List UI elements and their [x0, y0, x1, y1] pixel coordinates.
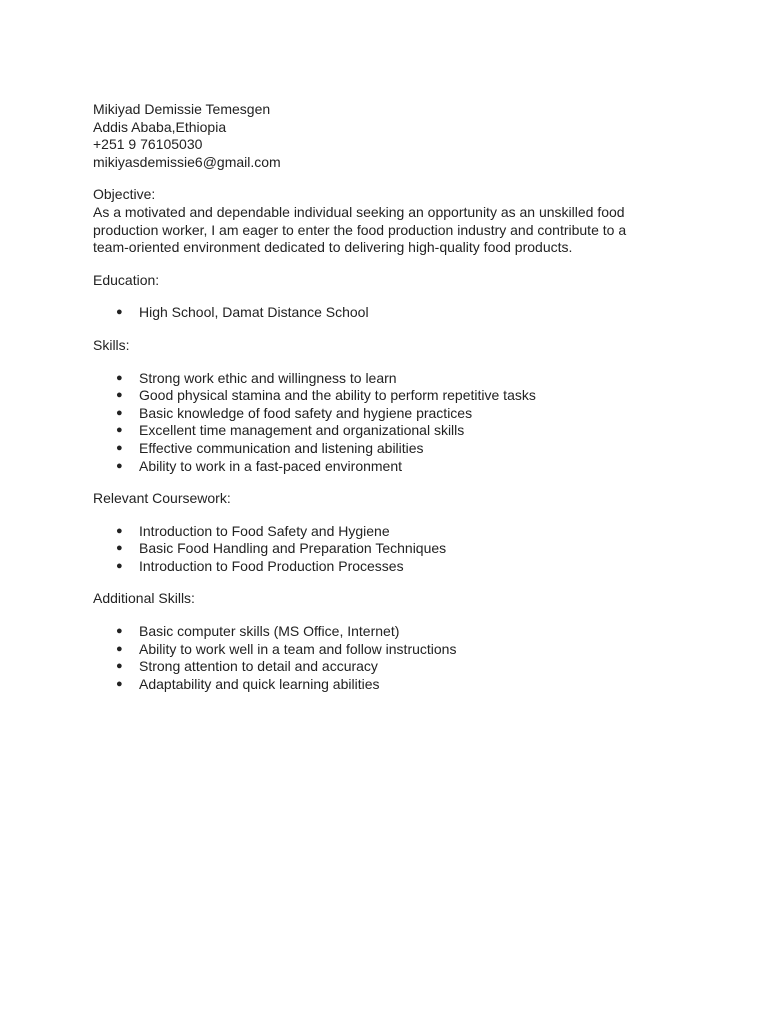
list-item: ● Basic computer skills (MS Office, Internet): [116, 623, 400, 640]
objective-heading: Objective:: [93, 186, 156, 203]
bullet-icon: ●: [116, 559, 123, 572]
list-item: ● High School, Damat Distance School: [116, 304, 369, 321]
coursework-heading: Relevant Coursework:: [93, 490, 231, 507]
list-item: ● Adaptability and quick learning abilities: [116, 675, 380, 692]
objective-line: As a motivated and dependable individual seeking an opportunity as an unskilled food: [93, 203, 625, 220]
resume-content: [93, 101, 653, 693]
coursework-section: [93, 490, 653, 575]
bullet-icon: ●: [116, 306, 123, 319]
bullet-icon: ●: [116, 371, 123, 384]
bullet-icon: ●: [116, 642, 123, 655]
bullet-icon: ●: [116, 660, 123, 673]
bullet-icon: ●: [116, 441, 123, 454]
education-heading: Education:: [93, 271, 160, 288]
education-list: [93, 304, 653, 322]
skills-heading: Skills:: [93, 336, 130, 353]
additional-skills-section: [93, 590, 653, 693]
list-item: ● Good physical stamina and the ability to perform repetitive tasks: [116, 387, 536, 404]
objective-section: [93, 186, 653, 256]
additional-skills-list: [93, 623, 653, 693]
skills-section: [93, 337, 653, 475]
bullet-icon: ●: [116, 625, 123, 638]
list-item: ● Basic knowledge of food safety and hygiene practices: [116, 404, 473, 421]
contact-block: [93, 101, 653, 171]
objective-line: team-oriented environment dedicated to delivering high-quality food products.: [93, 239, 573, 256]
bullet-icon: ●: [116, 524, 123, 537]
education-section: [93, 272, 653, 322]
bullet-icon: ●: [116, 542, 123, 555]
skills-list: [93, 370, 653, 476]
list-item: ● Excellent time management and organizational skills: [116, 422, 465, 439]
bullet-icon: ●: [116, 389, 123, 402]
list-item: ● Strong attention to detail and accuracy: [116, 658, 378, 675]
additional-skills-heading: Additional Skills:: [93, 590, 195, 607]
contact-location: Addis Ababa,Ethiopia: [93, 118, 227, 135]
list-item: ● Effective communication and listening abilities: [116, 439, 424, 456]
bullet-icon: ●: [116, 424, 123, 437]
list-item: ● Basic Food Handling and Preparation Techniques: [116, 540, 447, 557]
bullet-icon: ●: [116, 459, 123, 472]
list-item: ● Introduction to Food Production Processes: [116, 557, 404, 574]
list-item: ● Ability to work in a fast-paced environment: [116, 457, 403, 474]
bullet-icon: ●: [116, 677, 123, 690]
contact-name: Mikiyad Demissie Temesgen: [93, 101, 271, 117]
list-item: ● Strong work ethic and willingness to learn: [116, 369, 397, 386]
contact-phone: +251 9 76105030: [93, 136, 203, 153]
coursework-list: [93, 523, 653, 576]
bullet-icon: ●: [116, 406, 123, 419]
contact-email: mikiyasdemissie6@gmail.com: [93, 153, 281, 170]
objective-line: production worker, I am eager to enter the food production industry and contribute to a: [93, 221, 627, 238]
list-item: ● Introduction to Food Safety and Hygiene: [116, 522, 390, 539]
list-item: ● Ability to work well in a team and follow instructions: [116, 640, 457, 657]
